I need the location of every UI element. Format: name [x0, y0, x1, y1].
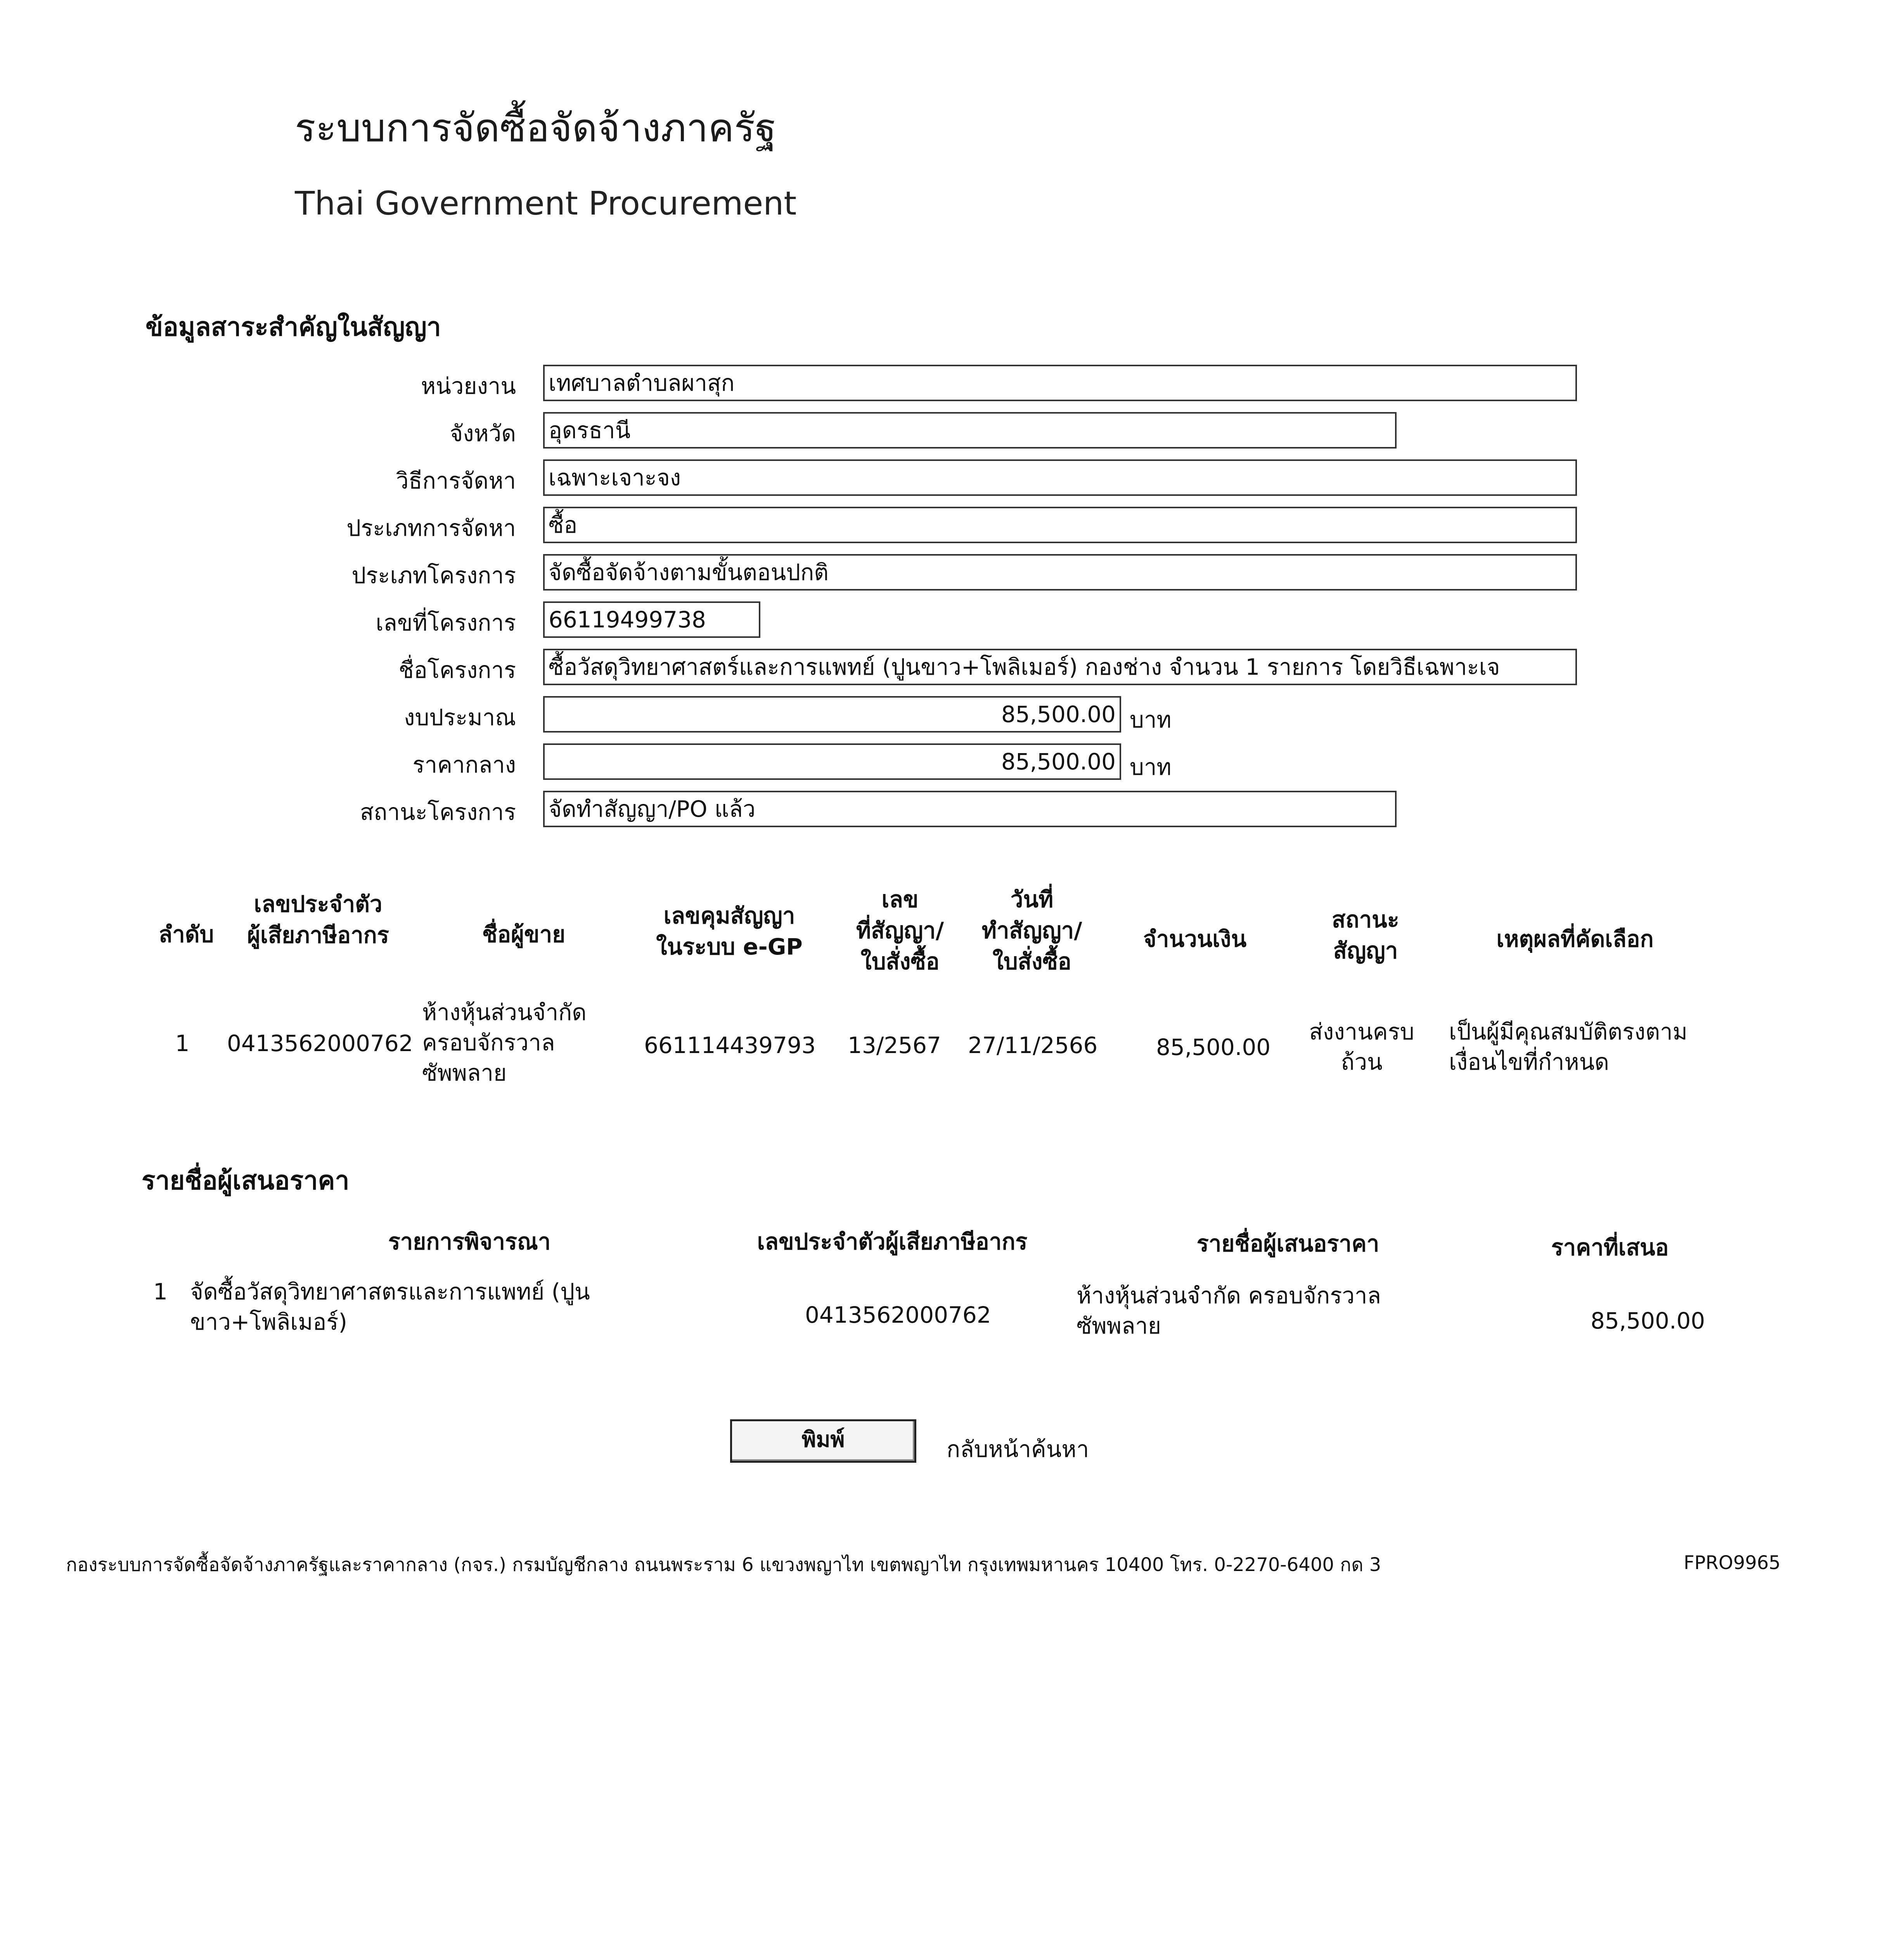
procurement-type-label: ประเภทการจัดหา — [346, 515, 516, 541]
bidder-row-seq: 1 — [153, 1278, 168, 1305]
project-name-field: ซื้อวัสดุวิทยาศาสตร์และการแพทย์ (ปูนขาว+โพลิเมอร์) กองช่าง จำนวน 1 รายการ โดยวิธีเฉพาะเจ — [543, 649, 1577, 685]
col-header-tax-id: เลขประจำตัว ผู้เสียภาษีอากร — [247, 891, 389, 948]
province-field: อุดรธานี — [543, 412, 1397, 449]
row-seq: 1 — [175, 1030, 190, 1057]
footer-page-code: FPRO9965 — [1684, 1552, 1781, 1574]
print-button[interactable]: พิมพ์ — [730, 1419, 916, 1463]
median-price-field: 85,500.00 — [543, 743, 1121, 780]
back-to-search-link[interactable]: กลับหน้าค้นหา — [947, 1436, 1089, 1462]
budget-field: 85,500.00 — [543, 696, 1121, 733]
col-header-egp-no: เลขคุมสัญญา ในระบบ e-GP — [656, 902, 803, 960]
method-label: วิธีการจัดหา — [396, 468, 516, 494]
bidders-title: รายชื่อผู้เสนอราคา — [142, 1166, 350, 1195]
col-header-contract-status: สถานะ สัญญา — [1332, 906, 1399, 964]
row-egp-no: 661114439793 — [644, 1032, 816, 1058]
bidder-row-item: จัดซื้อวัสดุวิทยาศาสตรและการแพทย์ (ปูน ขาว+โพลิเมอร์) — [190, 1278, 590, 1335]
project-status-label: สถานะโครงการ — [360, 799, 516, 825]
procurement-type-field: ซื้อ — [543, 507, 1577, 543]
method-field: เฉพาะเจาะจง — [543, 459, 1577, 496]
project-no-label: เลขที่โครงการ — [376, 610, 516, 636]
bidder-row-price: 85,500.00 — [1591, 1308, 1705, 1334]
median-price-unit: บาท — [1130, 754, 1172, 780]
bidders-col-bidder: รายชื่อผู้เสนอราคา — [1196, 1230, 1380, 1257]
agency-field: เทศบาลตำบลผาสุก — [543, 365, 1577, 401]
system-title-english: Thai Government Procurement — [295, 184, 797, 222]
col-header-amount: จำนวนเงิน — [1143, 926, 1247, 952]
col-header-reason: เหตุผลที่คัดเลือก — [1496, 926, 1654, 952]
median-price-label: ราคากลาง — [412, 752, 516, 778]
col-header-seller: ชื่อผู้ขาย — [482, 921, 566, 947]
budget-label: งบประมาณ — [404, 704, 516, 731]
row-contract-date: 27/11/2566 — [968, 1032, 1098, 1058]
row-amount: 85,500.00 — [1156, 1034, 1271, 1060]
bidders-col-price: ราคาที่เสนอ — [1551, 1234, 1669, 1261]
col-header-contract-no: เลข ที่สัญญา/ ใบสั่งซื้อ — [856, 886, 944, 975]
row-contract-no: 13/2567 — [848, 1032, 941, 1058]
project-name-label: ชื่อโครงการ — [398, 657, 516, 683]
bidder-row-tax-id: 0413562000762 — [805, 1302, 991, 1328]
row-seller: ห้างหุ้นส่วนจำกัด ครอบจักรวาล ซัพพลาย — [422, 999, 587, 1086]
col-header-contract-date: วันที่ ทำสัญญา/ ใบสั่งซื้อ — [981, 886, 1082, 975]
contract-info-title: ข้อมูลสาระสำคัญในสัญญา — [145, 312, 441, 342]
province-label: จังหวัด — [450, 420, 516, 447]
bidders-col-item: รายการพิจารณา — [388, 1228, 551, 1255]
project-status-field: จัดทำสัญญา/PO แล้ว — [543, 791, 1397, 827]
budget-unit: บาท — [1130, 707, 1172, 733]
row-contract-status: ส่งงานครบ ถ้วน — [1309, 1018, 1414, 1075]
footer-address: กองระบบการจัดซื้อจัดจ้างภาครัฐและราคากลาง (กจร.) กรมบัญชีกลาง ถนนพระราม 6 แขวงพญาไท เขตพญาไท กรุงเทพมหานคร 10400 โทร. 0-2270-6400 กด 3 — [66, 1554, 1381, 1576]
agency-label: หน่วยงาน — [421, 373, 516, 399]
row-reason: เป็นผู้มีคุณสมบัติตรงตาม เงื่อนไขที่กำหนด — [1449, 1018, 1688, 1075]
bidders-col-tax-id: เลขประจำตัวผู้เสียภาษีอากร — [757, 1228, 1028, 1255]
project-type-field: จัดซื้อจัดจ้างตามขั้นตอนปกติ — [543, 554, 1577, 591]
project-no-field: 66119499738 — [543, 601, 760, 638]
project-type-label: ประเภทโครงการ — [351, 562, 516, 589]
system-title-thai: ระบบการจัดซื้อจัดจ้างภาครัฐ — [295, 105, 777, 151]
row-tax-id: 0413562000762 — [227, 1030, 413, 1057]
col-header-seq: ลำดับ — [158, 921, 214, 947]
bidder-row-name: ห้างหุ้นส่วนจำกัด ครอบจักรวาล ซัพพลาย — [1077, 1282, 1381, 1339]
